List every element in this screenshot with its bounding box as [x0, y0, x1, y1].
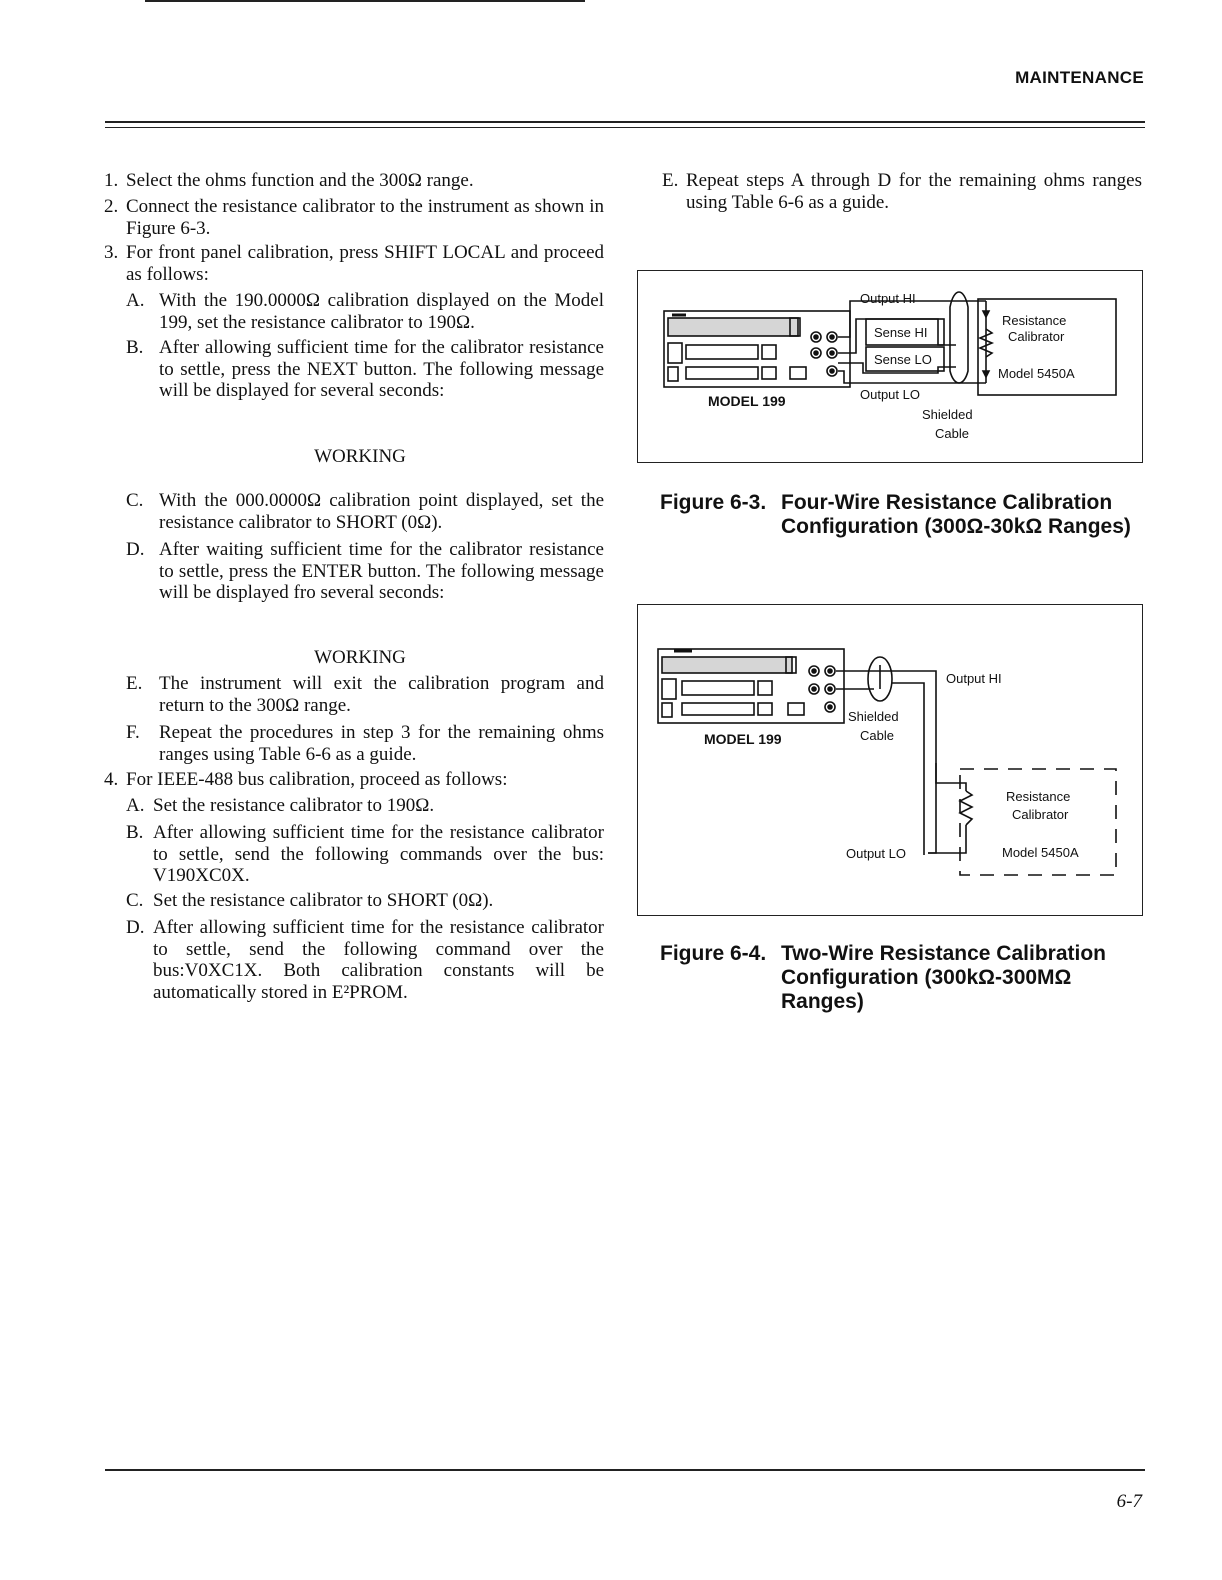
fig4-cable: Cable	[860, 728, 894, 743]
four-wire-diagram	[638, 271, 1142, 462]
two-wire-diagram	[638, 605, 1142, 915]
fig3-cal-line2: Calibrator	[1008, 329, 1065, 344]
fig3-cable: Cable	[935, 426, 969, 441]
fig4-cal-line3: Model 5450A	[1002, 845, 1079, 860]
header-rule-thin	[105, 127, 1145, 128]
fig4-cal-line1: Resistance	[1006, 789, 1071, 804]
figure-6-3-caption: Figure 6-3. Four-Wire Resistance Calibration Configuration (300Ω-30kΩ Ranges)	[660, 491, 1131, 538]
page-number: 6-7	[1116, 1491, 1142, 1512]
fig4-cal-line2: Calibrator	[1012, 807, 1069, 822]
fig3-sense-lo: Sense LO	[874, 352, 932, 367]
top-rule	[145, 0, 585, 2]
figure-6-3	[637, 270, 1143, 463]
footer-rule	[105, 1469, 1145, 1471]
working-message-1: WORKING	[314, 446, 406, 467]
fig3-cal-line1: Resistance	[1002, 313, 1067, 328]
fig4-output-lo: Output LO	[846, 846, 906, 861]
fig3-output-hi: Output HI	[860, 291, 916, 306]
fig3-model-label: MODEL 199	[708, 393, 786, 409]
fig3-sense-hi: Sense HI	[874, 325, 928, 340]
fig4-shielded: Shielded	[848, 709, 899, 724]
section-header: MAINTENANCE	[1015, 68, 1144, 87]
fig4-model-label: MODEL 199	[704, 731, 782, 747]
fig3-cal-line3: Model 5450A	[998, 366, 1075, 381]
figure-6-4	[637, 604, 1143, 916]
fig3-shielded: Shielded	[922, 407, 973, 422]
figure-6-4-caption: Figure 6-4. Two-Wire Resistance Calibration Configuration (300kΩ-300MΩ Ranges)	[660, 942, 1106, 1013]
fig4-output-hi: Output HI	[946, 671, 1002, 686]
fig3-output-lo: Output LO	[860, 387, 920, 402]
header-rule	[105, 121, 1145, 123]
working-message-2: WORKING	[314, 647, 406, 668]
